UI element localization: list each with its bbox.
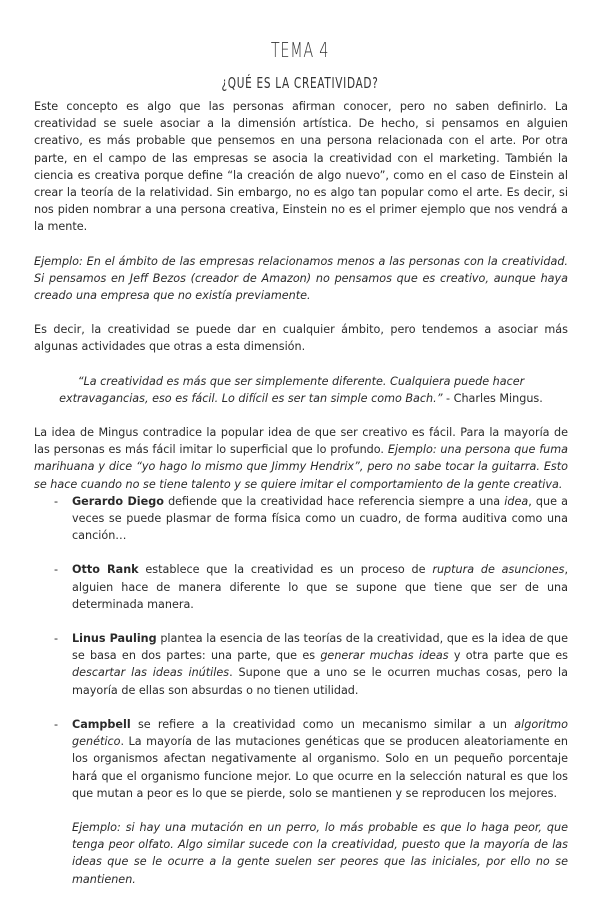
item-text: establece que la creatividad es un proceso de — [138, 563, 433, 577]
item-emphasis: descartar las ideas inútiles — [72, 666, 230, 680]
quote-block — [34, 373, 568, 407]
author-name: Otto Rank — [72, 563, 139, 577]
quote-author: - Charles Mingus. — [442, 391, 543, 405]
item-text: . La mayoría de las mutaciones genéticas que se producen aleatoriamente en los organismos afectan negativamente al organismo. Solo en un pequeño porcentaje hará que el organismo funcione mejor. Lo que ocurre en la selección natural es que los que mutan a peor es lo que se pierde, solo se mantienen y se reproducen los mejores. — [72, 735, 568, 800]
item-emphasis: algoritmo genético — [72, 717, 568, 749]
item-emphasis: ruptura de asunciones — [432, 563, 565, 577]
summary-paragraph: Es decir, la creatividad se puede dar en cualquier ámbito, pero tendemos a asociar más algunas actividades que otras a esta dimensión. — [34, 323, 568, 354]
item-text: y otra parte que es — [448, 649, 568, 663]
list-item — [72, 716, 568, 888]
page-title: TEMA 4 — [270, 38, 330, 62]
author-name: Linus Pauling — [72, 632, 157, 646]
mingus-text: La idea de Mingus contradice la popular idea de que ser creativo es fácil. Para la mayoría de las personas es más fácil imitar lo superficial que lo profundo. — [34, 426, 568, 457]
quote-text: “La creatividad es más que ser simplemente diferente. Cualquiera puede hacer extravagancias, eso es fácil. Lo difícil es ser tan simple como Bach.” — [59, 374, 525, 405]
list-item — [72, 630, 568, 699]
list-item — [72, 493, 568, 545]
authors-list — [34, 493, 568, 888]
item-text: , alguien hace de manera diferente lo que se supone que tiene que ser de una determinada manera. — [72, 563, 569, 611]
item-text: defiende que la creatividad hace referencia siempre a una — [163, 494, 505, 508]
section-title: ¿QUÉ ES LA CREATIVIDAD? — [221, 74, 379, 92]
mingus-example: Ejemplo: una persona que fuma marihuana y dice “yo hago lo mismo que Jimmy Hendrix”, pero no sabe tocar la guitarra. Esto se hace cuando no se tiene talento y se quiere imitar el comportamiento de la gente creativa. — [34, 443, 568, 491]
author-name: Gerardo Diego — [72, 494, 164, 508]
item-text: , que a veces se puede plasmar de forma física como un cuadro, de forma auditiva como una canción… — [72, 494, 568, 543]
item-emphasis: generar muchas ideas — [320, 649, 449, 663]
author-name: Campbell — [72, 717, 131, 731]
list-item — [72, 561, 568, 613]
item-text: . Supone que a uno se le ocurren muchas cosas, pero la mayoría de ellas son absurdas o no tienen utilidad. — [72, 666, 568, 697]
mingus-paragraph — [34, 424, 568, 493]
item-emphasis: idea — [504, 494, 529, 508]
item-text: plantea la esencia de las teorías de la creatividad, que es la idea de que se basa en dos partes: una parte, que es — [72, 632, 568, 663]
item-text: se refiere a la creatividad como un mecanismo similar a un — [130, 717, 515, 731]
campbell-example: Ejemplo: si hay una mutación en un perro, lo más probable es que lo haga peor, que tenga peor olfato. Algo similar sucede con la creatividad, puesto que la mayoría de las ideas que se le ocurre a la gente suelen ser peores que las iniciales, por ello no se mantienen. — [72, 820, 568, 886]
intro-paragraph: Este concepto es algo que las personas afirman conocer, pero no saben definirlo. La creatividad se suele asociar a la dimensión artística. De hecho, si pensamos en alguien creativo, es más probable que pensemos en una persona relacionada con el arte. Por otra parte, en el campo de las empresas se asocia la creatividad con el marketing. También la ciencia es creativa porque define “la creación de algo nuevo”, como en el caso de Einstein al crear la teoría de la relatividad. Sin embargo, no es algo tan popular como el arte. Es decir, si nos piden nombrar a una persona creativa, Einstein no es el primer ejemplo que nos vendrá a la mente. — [34, 100, 568, 234]
document-body — [34, 98, 568, 905]
example-paragraph: Ejemplo: En el ámbito de las empresas relacionamos menos a las personas con la creatividad. Si pensamos en Jeff Bezos (creador de Amazon) no pensamos que es creativo, aunque haya creado una empresa que no existía previamente. — [34, 254, 568, 303]
